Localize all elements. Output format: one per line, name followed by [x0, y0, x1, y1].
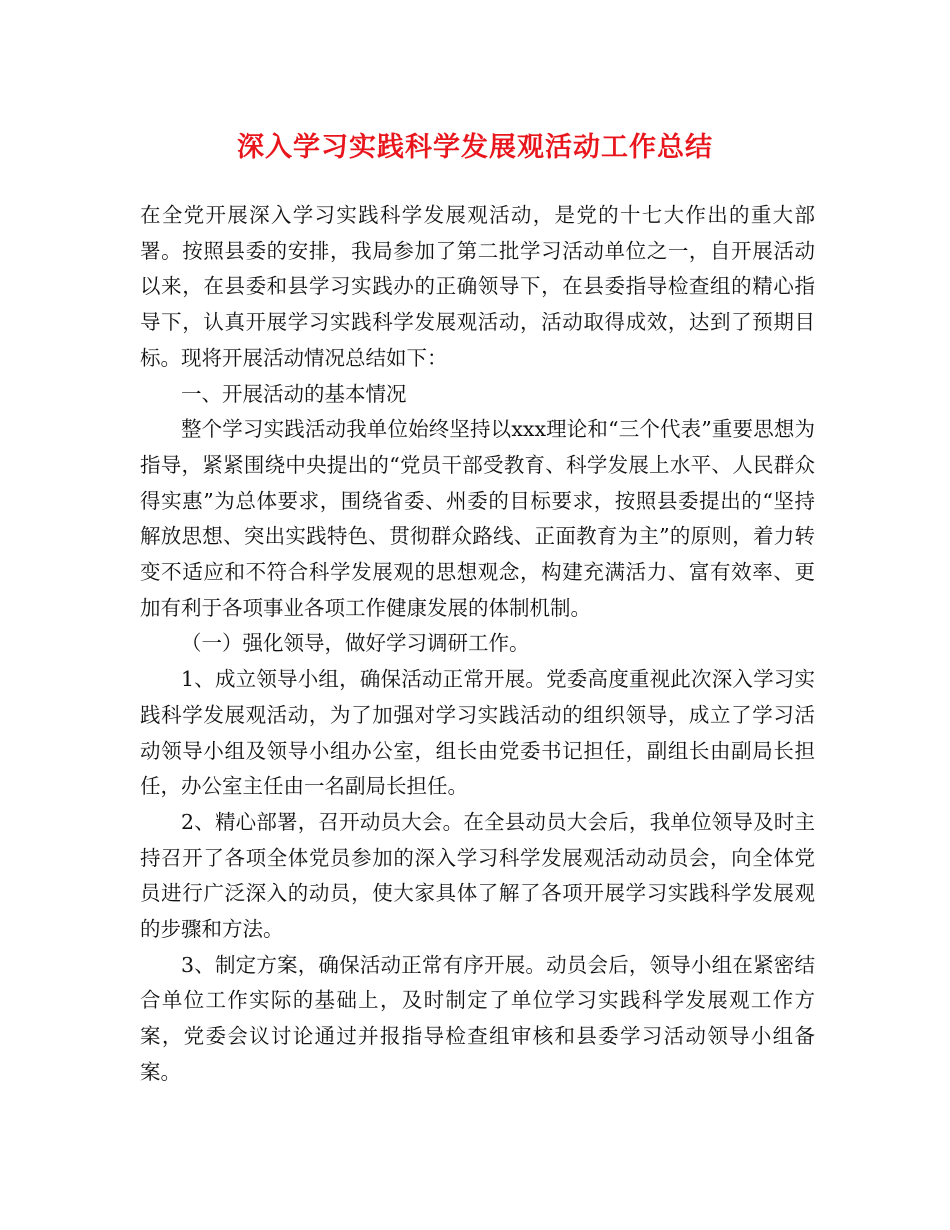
section-heading: 一、开展活动的基本情况 [181, 381, 407, 406]
document-body [140, 198, 815, 1091]
body-paragraph: 整个学习实践活动我单位始终坚持以xxx理论和“三个代表”重要思想为指导，紧紧围绕中央提出的“党员干部受教育、科学发展上水平、人民群众得实惠”为总体要求，围绕省委、州委的目标要求，按照县委提出的“坚持解放思想、突出实践特色、贯彻群众路线、正面教育为主”的原则，着力转变不适应和不符合科学发展观的思想观念，构建充满活力、富有效率、更加有利于各项事业各项工作健康发展的体制机制。 [140, 417, 815, 620]
intro-paragraph: 在全党开展深入学习实践科学发展观活动，是党的十七大作出的重大部署。按照县委的安排，我局参加了第二批学习活动单位之一，自开展活动以来，在县委和县学习实践办的正确领导下，在县委指导检查组的精心指导下，认真开展学习实践科学发展观活动，活动取得成效，达到了预期目标。现将开展活动情况总结如下： [140, 203, 815, 370]
body-paragraph: 2、精心部署，召开动员大会。在全县动员大会后，我单位领导及时主持召开了各项全体党员参加的深入学习科学发展观活动动员会，向全体党员进行广泛深入的动员，使大家具体了解了各项开展学习实践科学发展观的步骤和方法。 [140, 809, 815, 942]
document-title: 深入学习实践科学发展观活动工作总结 [237, 132, 713, 163]
body-paragraph: 3、制定方案，确保活动正常有序开展。动员会后，领导小组在紧密结合单位工作实际的基础上，及时制定了单位学习实践科学发展观工作方案，党委会议讨论通过并报指导检查组审核和县委学习活动领导小组备案。 [140, 952, 815, 1084]
body-paragraph: 1、成立领导小组，确保活动正常开展。党委高度重视此次深入学习实践科学发展观活动，为了加强对学习实践活动的组织领导，成立了学习活动领导小组及领导小组办公室，组长由党委书记担任，副组长由副局长担任，办公室主任由一名副局长担任。 [140, 667, 815, 799]
subsection-heading: （一）强化领导，做好学习调研工作。 [181, 631, 530, 656]
